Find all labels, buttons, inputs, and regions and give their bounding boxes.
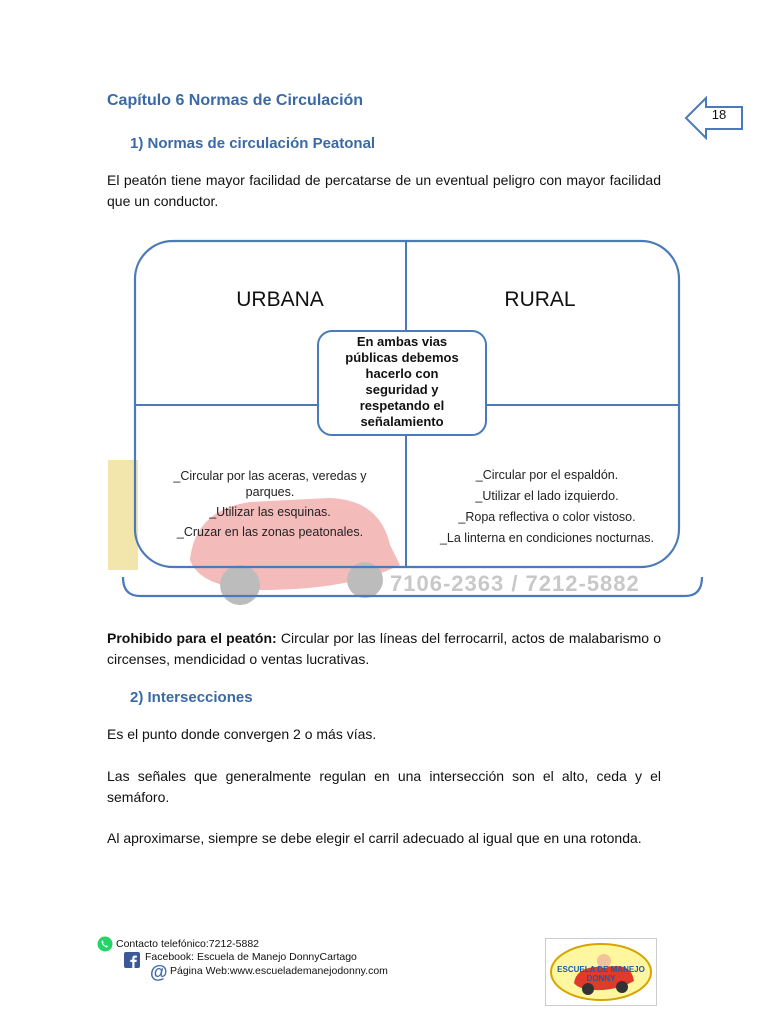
whatsapp-icon	[97, 936, 113, 952]
list-item: _Circular por las aceras, veredas y	[173, 469, 367, 483]
prohibited-paragraph	[107, 628, 661, 670]
urban-title: URBANA	[236, 288, 324, 311]
list-item: _Circular por el espaldón.	[475, 468, 619, 482]
section-heading-peatonal: 1) Normas de circulación Peatonal	[130, 135, 376, 152]
footer-contact	[116, 937, 259, 951]
logo-text: ESCUELA DE MANEJO DONNY	[557, 965, 645, 983]
school-logo	[545, 938, 657, 1006]
center-line: señalamiento	[360, 414, 444, 429]
list-item: _Cruzar en las zonas peatonales.	[176, 525, 364, 539]
footer-web[interactable]: Página Web:www.escuelademanejodonny.com	[170, 965, 388, 977]
center-line: públicas debemos	[345, 350, 459, 365]
center-line: seguridad y	[365, 382, 439, 397]
list-item: _Utilizar las esquinas.	[209, 505, 331, 519]
intersection-signals: Las señales que generalmente regulan en una intersección son el alto, ceda y el semáforo.	[107, 768, 661, 805]
center-line: respetando el	[359, 398, 445, 413]
center-message	[318, 334, 486, 430]
chapter-title: Capítulo 6 Normas de Circulación	[107, 92, 364, 109]
list-item: _La linterna en condiciones nocturnas.	[439, 531, 655, 545]
urban-list	[150, 468, 390, 540]
footer-facebook[interactable]: Facebook: Escuela de Manejo DonnyCartago	[145, 951, 357, 963]
rural-title: RURAL	[504, 288, 576, 311]
prohibited-text: Circular por las líneas del ferrocarril, actos de malabarismo o circenses, mendicidad o ventas lucrativas.	[107, 630, 661, 667]
list-item: _Ropa reflectiva o color vistoso.	[458, 510, 636, 524]
rural-list	[412, 465, 682, 549]
intersection-definition: Es el punto donde convergen 2 o más vías.	[107, 726, 377, 742]
prohibited-label: Prohibido para el peatón:	[107, 630, 277, 646]
list-item: _Utilizar el lado izquierdo.	[475, 489, 619, 503]
center-line: hacerlo con	[365, 366, 439, 381]
section-heading-intersecciones: 2) Intersecciones	[130, 689, 253, 706]
intersection-lane: Al aproximarse, siempre se debe elegir el carril adecuado al igual que en una rotonda.	[107, 830, 642, 846]
intro-paragraph: El peatón tiene mayor facilidad de percatarse de un eventual peligro con mayor facilidad que un conductor.	[107, 172, 661, 209]
list-item: parques.	[245, 485, 295, 499]
page-number: 18	[711, 107, 727, 122]
phone-watermark: 7106-2363 / 7212-5882	[390, 571, 640, 596]
footer-phone: Contacto telefónico:7212-5882	[116, 938, 260, 950]
facebook-icon	[124, 952, 140, 968]
center-line: En ambas vias	[356, 334, 448, 349]
at-icon: @	[150, 962, 168, 982]
